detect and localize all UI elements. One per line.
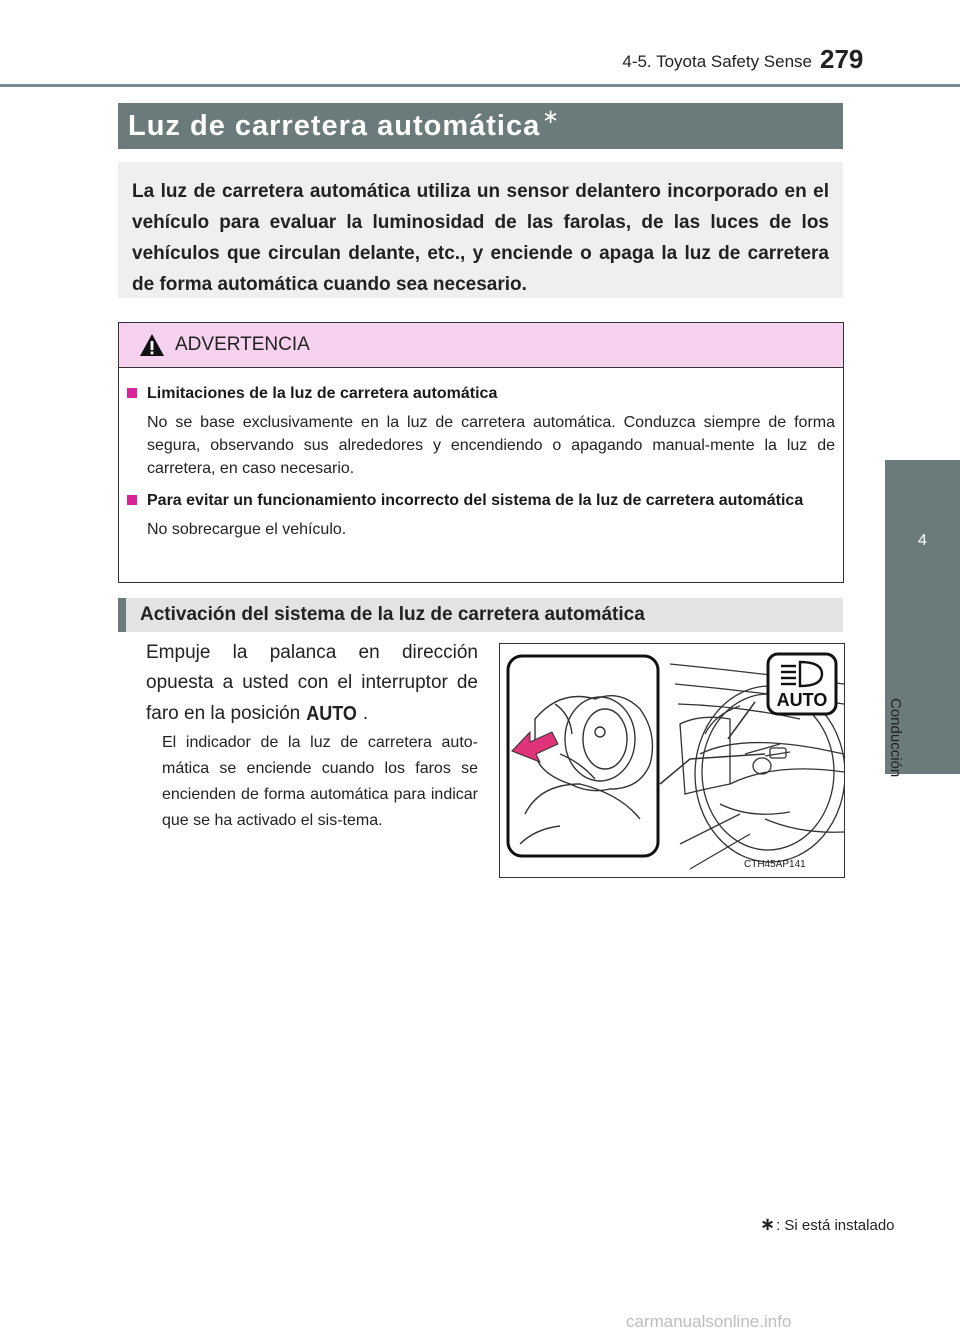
warning-section-body: No sobrecargue el vehículo.: [147, 521, 347, 538]
warning-section-2: [127, 490, 835, 541]
illustration-drawing: [500, 644, 844, 877]
header-rule: [0, 84, 960, 87]
warning-box: [118, 322, 844, 583]
footnote: [760, 1214, 895, 1235]
illustration-code: CTH45AP141: [744, 859, 806, 870]
warning-label: ADVERTENCIA: [175, 334, 310, 355]
page-number: 279: [820, 44, 864, 74]
bullet-square-icon: [127, 495, 137, 505]
instruction-after: .: [362, 703, 369, 724]
warning-section-1: [127, 383, 835, 480]
page-title-text: Luz de carretera automática: [128, 110, 541, 142]
watermark: carmanualsonline.info: [626, 1312, 792, 1331]
page-title: [128, 106, 560, 143]
subsection-title: Activación del sistema de la luz de carretera automática: [140, 604, 645, 625]
intro-box: [118, 162, 843, 298]
instruction-before: Empuje la palanca en dirección opuesta a usted con el interruptor de faro en la posición: [146, 642, 478, 724]
warning-section-body: No se base exclusivamente en la luz de carretera automática. Conduzca siempre de forma segura, observando sus alrededores y encendiendo o apagando manual-mente la luz de carretera, en caso necesario.: [147, 414, 835, 477]
warning-section-title: Limitaciones de la luz de carretera automática: [147, 385, 498, 402]
indicator-note: El indicador de la luz de carretera auto-mática se enciende cuando los faros se encienden de forma automática para indicar que se ha activado el sis-tema.: [162, 734, 478, 829]
instruction-text: [146, 638, 478, 729]
footnote-asterisk: ∗: [760, 1214, 776, 1234]
footnote-text: : Si está instalado: [776, 1217, 895, 1234]
chapter-label-text: Conducción: [887, 698, 904, 778]
illustration-auto-label: AUTO: [776, 690, 828, 710]
intro-text: La luz de carretera automática utiliza un sensor delantero incorporado en el vehículo para evaluar la luminosidad de las farolas, de las luces de los vehículos que circulan delante, etc., y enciende o apaga la luz de carretera de forma automática cuando sea necesario.: [132, 181, 829, 295]
warning-header: [119, 323, 843, 368]
subsection-header: [118, 598, 843, 632]
chapter-tab-number: 4: [918, 532, 927, 549]
chapter-label: [887, 650, 930, 778]
headlight-switch-illustration: [499, 643, 845, 878]
bullet-square-icon: [127, 388, 137, 398]
subsection-accent: [118, 598, 126, 632]
header-section-title: 4-5. Toyota Safety Sense: [622, 52, 812, 71]
warning-triangle-icon: [139, 333, 165, 357]
page-title-bar: [118, 103, 843, 149]
auto-position-symbol: AUTO: [306, 701, 357, 725]
title-asterisk: ∗: [542, 106, 560, 128]
warning-section-title: Para evitar un funcionamiento incorrecto del sistema de la luz de carretera automática: [147, 492, 804, 509]
